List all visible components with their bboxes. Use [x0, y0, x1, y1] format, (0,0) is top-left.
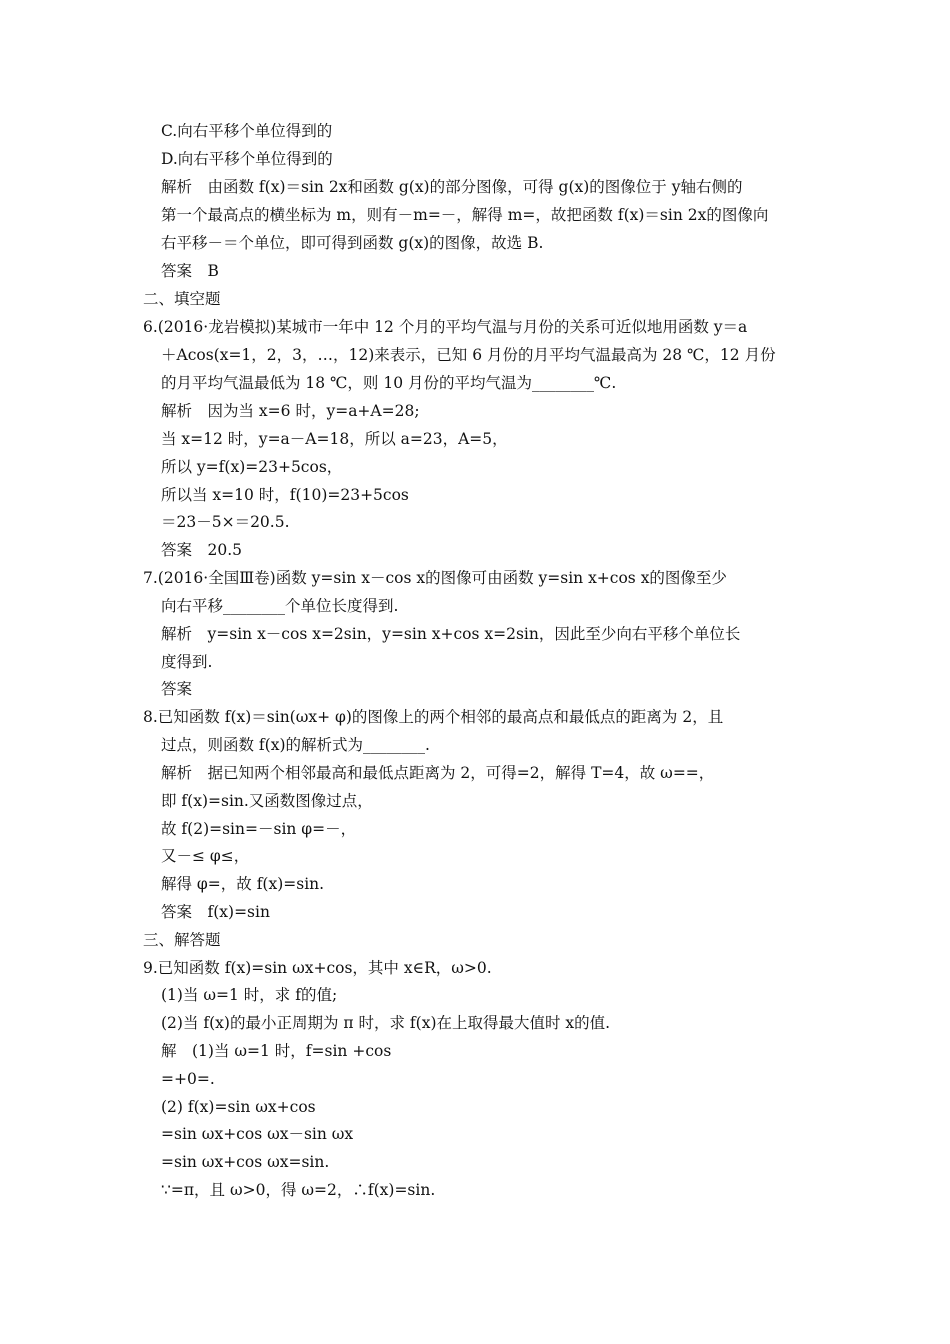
q6-analysis-line-4: 所以当 x=10 时，f(10)=23+5cos — [161, 486, 409, 504]
q7-answer: 答案 — [161, 680, 193, 698]
q8-analysis-line-1: 解析 据已知两个相邻最高和最低点距离为 2，可得=2，解得 T=4，故 ω==， — [161, 764, 715, 782]
section-fill-in-heading: 二、填空题 — [143, 290, 221, 308]
q9-solution-line-5: =sin ωx+cos ωx=sin. — [161, 1153, 330, 1171]
q9-solution-line-4: =sin ωx+cos ωx－sin ωx — [161, 1125, 354, 1143]
option-c: C.向右平移个单位得到的 — [161, 122, 333, 140]
q7-stem-line-2: 向右平移________个单位长度得到. — [161, 597, 399, 615]
q6-stem-line-3: 的月平均气温最低为 18 ℃，则 10 月份的平均气温为________℃. — [161, 374, 617, 392]
q9-solution-line-6: ∵=π，且 ω>0，得 ω=2，∴f(x)=sin. — [161, 1181, 436, 1199]
q9-solution-line-3: (2) f(x)=sin ωx+cos — [161, 1098, 316, 1116]
q9-stem: 9.已知函数 f(x)=sin ωx+cos，其中 x∈R，ω>0. — [143, 959, 492, 977]
q9-part-1: (1)当 ω=1 时，求 f的值; — [161, 986, 338, 1004]
q7-analysis-line-2: 度得到. — [161, 653, 213, 671]
q9-part-2: (2)当 f(x)的最小正周期为 π 时，求 f(x)在上取得最大值时 x的值. — [161, 1014, 611, 1032]
q8-analysis-line-5: 解得 φ=，故 f(x)=sin. — [161, 875, 325, 893]
q6-analysis-line-3: 所以 y=f(x)=23+5cos， — [161, 458, 343, 476]
q8-analysis-line-2: 即 f(x)=sin.又函数图像过点， — [161, 792, 373, 810]
q8-analysis-line-3: 故 f(2)=sin=－sin φ=－， — [161, 820, 357, 838]
q5-answer: 答案 B — [161, 262, 219, 280]
section-solutions-heading: 三、解答题 — [143, 931, 221, 949]
q9-solution-line-1: 解 (1)当 ω=1 时，f=sin +cos — [161, 1042, 392, 1060]
q9-solution-line-2: =+0=. — [161, 1070, 215, 1088]
q7-analysis-line-1: 解析 y=sin x－cos x=2sin，y=sin x+cos x=2sin，因此至少向右平移个单位长 — [161, 625, 741, 643]
q6-answer: 答案 20.5 — [161, 541, 243, 559]
q6-analysis-line-1: 解析 因为当 x=6 时，y=a+A=28; — [161, 402, 420, 420]
q5-analysis-line-2: 第一个最高点的横坐标为 m，则有－m=－，解得 m=，故把函数 f(x)＝sin 2x的图像向 — [161, 206, 769, 224]
q8-analysis-line-4: 又－≤ φ≤， — [161, 847, 250, 865]
q6-analysis-line-2: 当 x=12 时，y=a－A=18，所以 a=23，A=5， — [161, 430, 508, 448]
option-d: D.向右平移个单位得到的 — [161, 150, 333, 168]
q8-answer: 答案 f(x)=sin — [161, 903, 270, 921]
q5-analysis-line-3: 右平移－＝个单位，即可得到函数 g(x)的图像，故选 B. — [161, 234, 544, 252]
q5-analysis-line-1: 解析 由函数 f(x)＝sin 2x和函数 g(x)的部分图像，可得 g(x)的图像位于 y轴右侧的 — [161, 178, 743, 196]
q6-analysis-line-5: ＝23－5×＝20.5. — [161, 513, 290, 531]
q6-stem-line-1: 6.(2016·龙岩模拟)某城市一年中 12 个月的平均气温与月份的关系可近似地用函数 y＝a — [143, 318, 748, 336]
q8-stem-line-2: 过点，则函数 f(x)的解析式为________. — [161, 736, 430, 754]
q6-stem-line-2: ＋Acos(x=1，2，3，…，12)来表示，已知 6 月份的月平均气温最高为 28 ℃，12 月份 — [161, 346, 776, 364]
q7-stem-line-1: 7.(2016·全国Ⅲ卷)函数 y=sin x－cos x的图像可由函数 y=sin x+cos x的图像至少 — [143, 569, 727, 587]
q8-stem-line-1: 8.已知函数 f(x)＝sin(ωx+ φ)的图像上的两个相邻的最高点和最低点的距离为 2，且 — [143, 708, 724, 726]
